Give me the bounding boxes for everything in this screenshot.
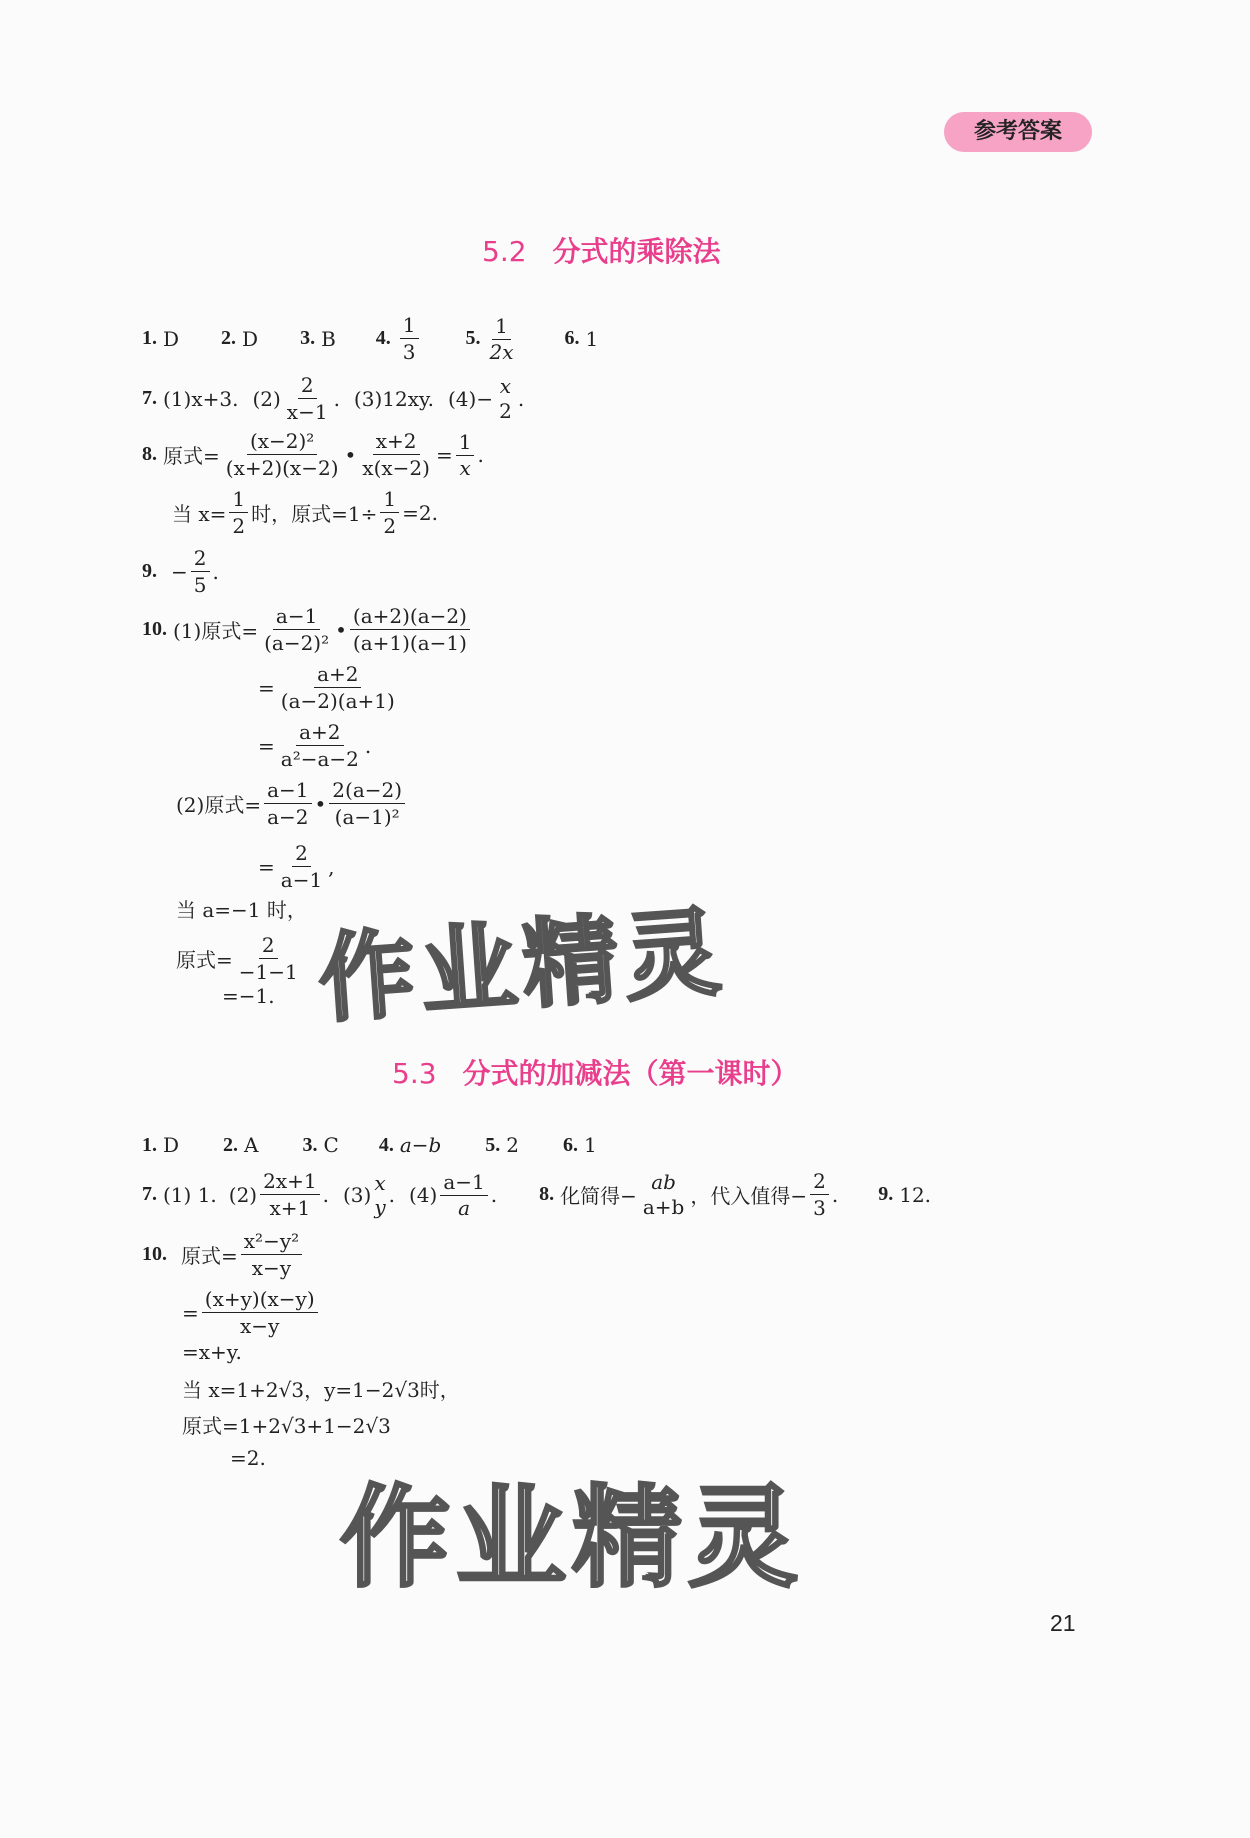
fraction: $\frac{1}{3}$	[400, 312, 419, 365]
answer: 2	[506, 1133, 520, 1157]
q-number: 1.	[142, 327, 157, 349]
page-number: 21	[1050, 1610, 1076, 1636]
q-number: 10.	[142, 1243, 167, 1265]
fraction: $\frac{(x+y)(x-y)}{x-y}$	[202, 1286, 318, 1339]
text: 原式=	[176, 948, 233, 972]
watermark: 作业精灵	[315, 895, 730, 1037]
text: 原式=	[181, 1244, 238, 1268]
fraction: $\frac{2}{-1-1}$	[238, 933, 298, 984]
q-number: 5.	[465, 327, 481, 349]
fraction: $\frac{a+2}{\text{a²−a−2}}$	[280, 720, 359, 771]
part: (1)x+3.	[163, 386, 239, 411]
text: 当 x=	[172, 502, 227, 526]
fraction: x y	[374, 1170, 386, 1219]
period: .	[490, 1182, 498, 1207]
answer-7	[142, 372, 524, 425]
answer: D	[163, 1133, 180, 1157]
q-number: 7.	[142, 387, 157, 409]
answer-10-step3: =x+y.	[182, 1340, 242, 1364]
answer-9	[142, 545, 219, 598]
fraction: $\frac{(a+2)(a-2)}{(a+1)(a-1)}$	[350, 603, 470, 656]
answer: C	[323, 1133, 339, 1157]
section-number: 5.2	[482, 235, 527, 268]
answer: 1	[585, 326, 599, 351]
section-5-2-heading	[482, 230, 721, 270]
text: 原式=	[163, 444, 220, 468]
comma: ,	[328, 854, 335, 879]
answer-10	[142, 1228, 305, 1281]
period: .	[212, 559, 219, 584]
period: .	[831, 1182, 839, 1207]
answers-7-9	[142, 1168, 931, 1221]
period: .	[333, 386, 340, 411]
section-5-3-heading	[392, 1052, 799, 1092]
fraction: $\frac{2}{5}$	[191, 545, 210, 598]
answer: D	[163, 326, 180, 351]
answers-1-6	[142, 312, 598, 365]
answer-10-result: =2.	[230, 1446, 266, 1470]
q-number: 6.	[563, 1133, 579, 1156]
text: (1)原式=	[173, 619, 259, 643]
fraction: $\frac{a+2}{(a-2)(a+1)}$	[280, 662, 395, 713]
answer: 12.	[899, 1182, 932, 1207]
part: (3)	[342, 1182, 372, 1207]
answer-key-badge: 参考答案	[944, 112, 1092, 152]
answer: 1	[584, 1133, 597, 1157]
watermark: 作业精灵	[340, 1474, 804, 1602]
equals: =	[258, 733, 275, 758]
part: (1) 1.	[163, 1182, 217, 1207]
fraction: $\frac{1}{2}$	[229, 486, 248, 539]
answer: A	[244, 1133, 259, 1157]
answer-8-cont	[172, 486, 438, 539]
section-number: 5.3	[392, 1057, 437, 1090]
q-number: 5.	[485, 1133, 501, 1156]
fraction: $\frac{2x+1}{x+1}$	[260, 1168, 320, 1221]
answers-1-6	[142, 1133, 597, 1157]
answer-10-2-result: =−1.	[222, 984, 275, 1008]
fraction: $\frac{2}{a-1}$	[280, 841, 323, 892]
text: (2)原式=	[176, 793, 262, 817]
answer-10-sub: 原式=1+2√3+1−2√3	[182, 1414, 391, 1438]
fraction: x 2	[499, 373, 512, 423]
q-number: 9.	[878, 1183, 894, 1205]
part: (2)	[252, 386, 281, 411]
equals: =	[435, 442, 453, 467]
q-number: 7.	[142, 1183, 157, 1205]
answer-10-condition: 当 x=1+2√3，y=1−2√3时，	[182, 1378, 460, 1402]
part: (4)−	[447, 386, 494, 411]
fraction: $\frac{1}{2x}$	[489, 314, 514, 364]
q-number: 9.	[142, 560, 157, 582]
part: (2)	[228, 1182, 258, 1207]
section-title: 分式的乘除法	[552, 235, 721, 268]
period: .	[477, 442, 484, 467]
answer: D	[242, 326, 259, 351]
fraction: ab a+b	[642, 1169, 685, 1219]
dot: •	[314, 791, 327, 816]
q-number: 4.	[375, 327, 391, 349]
equals: =	[182, 1300, 199, 1325]
fraction: $\frac{2}{3}$	[810, 1168, 829, 1221]
sign: −	[171, 559, 188, 584]
q-number: 8.	[539, 1183, 555, 1205]
text: =2.	[402, 500, 438, 525]
q-number: 3.	[300, 327, 316, 349]
answer-10-2	[176, 777, 408, 830]
fraction: $\frac{x+2}{x(x-2)}$	[362, 429, 430, 480]
part: (4)	[409, 1182, 438, 1207]
answer-10-2-sub	[176, 932, 304, 985]
q-number: 3.	[302, 1133, 318, 1156]
dot: •	[335, 617, 347, 642]
answer-10-1-step2	[258, 661, 401, 714]
answer-10-2-step2	[258, 840, 335, 893]
period: .	[517, 386, 525, 411]
equals: =	[258, 854, 275, 879]
answer: B	[321, 326, 336, 351]
fraction: $\frac{a-1}{a-2}$	[264, 777, 311, 830]
text: ，代入值得−	[690, 1184, 808, 1208]
fraction: $\frac{a-1}{a}$	[440, 1169, 487, 1220]
equals: =	[258, 675, 275, 700]
q-number: 2.	[221, 327, 237, 349]
q-number: 6.	[564, 327, 580, 349]
q-number: 10.	[142, 618, 167, 640]
fraction: $\frac{1}{x}$	[456, 429, 475, 480]
q-number: 8.	[142, 443, 157, 465]
answer: a−b	[399, 1133, 442, 1157]
q-number: 4.	[378, 1133, 394, 1156]
text: 化简得−	[560, 1184, 637, 1208]
period: .	[322, 1182, 329, 1207]
dot: •	[344, 442, 357, 467]
answer-10-1-step3	[258, 719, 371, 772]
q-number: 1.	[142, 1133, 157, 1156]
part: (3)12xy.	[353, 386, 434, 411]
text: 时，原式=1÷	[251, 502, 378, 526]
fraction: $\frac{\text{x²−y²}}{x-y}$	[241, 1228, 302, 1281]
period: .	[364, 733, 372, 758]
q-number: 2.	[223, 1133, 239, 1156]
answer-10-step2	[182, 1286, 321, 1339]
fraction: $\frac{2(a-2)}{\text{(a−1)²}}$	[329, 777, 405, 830]
fraction: $\frac{a-1}{\text{(a−2)²}}$	[264, 604, 330, 655]
period: .	[388, 1182, 395, 1207]
answer-8	[142, 428, 484, 481]
fraction: $\frac{1}{2}$	[380, 486, 399, 539]
fraction: $\frac{\text{(x−2)²}}{(x+2)(x-2)}$	[225, 429, 339, 480]
answer-10-2-condition: 当 a=−1 时，	[176, 898, 307, 922]
fraction: $\frac{2}{x-1}$	[286, 373, 328, 424]
section-title: 分式的加减法（第一课时）	[462, 1057, 799, 1090]
answer-10-1	[142, 603, 473, 656]
